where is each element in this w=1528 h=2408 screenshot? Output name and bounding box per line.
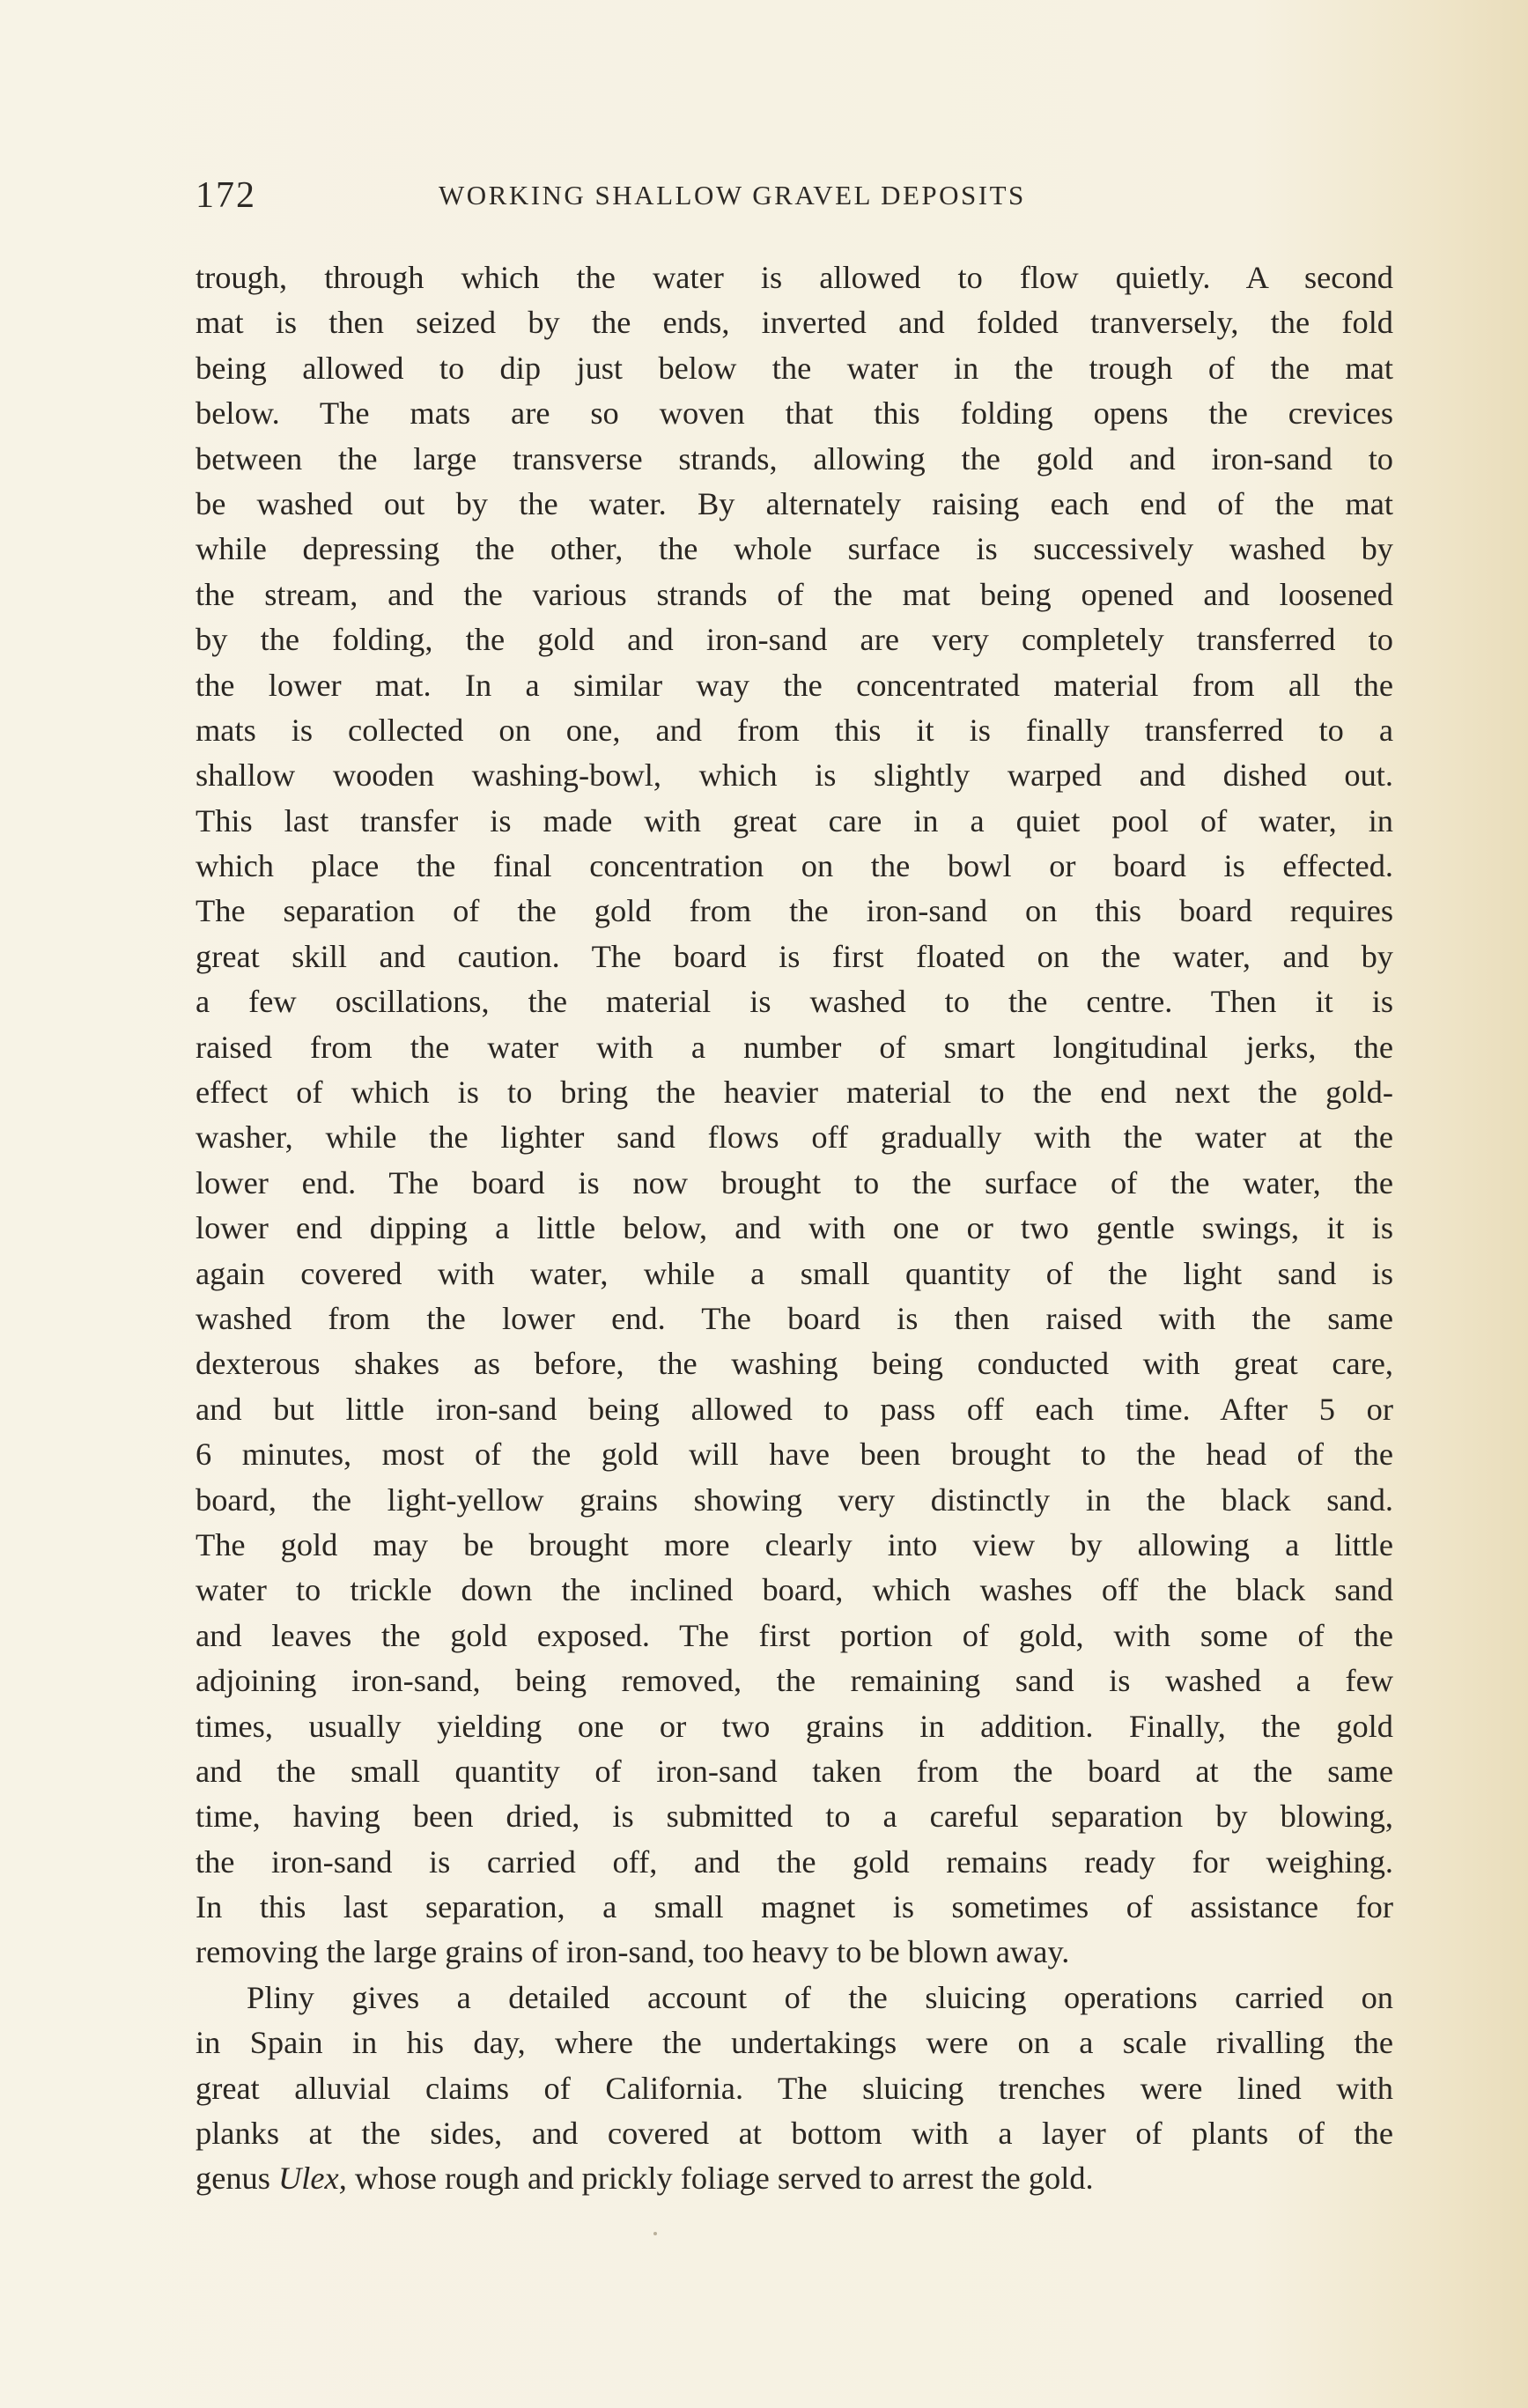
text-run: genus [196, 2161, 278, 2197]
text-line: by the folding, the gold and iron-sand are very completely transferred to [196, 622, 1393, 658]
text-line: planks at the sides, and covered at bottom with a layer of plants of the [196, 2116, 1393, 2152]
text-line: be washed out by the water. By alternately raising each end of the mat [196, 485, 1393, 521]
text-line: lower end. The board is now brought to the surface of the water, the [196, 1164, 1393, 1200]
text-line: again covered with water, while a small quantity of the light sand is [196, 1255, 1393, 1291]
text-line: times, usually yielding one or two grains in addition. Finally, the gold [196, 1708, 1393, 1744]
text-line: while depressing the other, the whole surface is successively washed by [196, 531, 1393, 567]
text-line: the lower mat. In a similar way the concentrated material from all the [196, 667, 1393, 703]
paragraph-2 [196, 1976, 1393, 2202]
text-line: a few oscillations, the material is washed to the centre. Then it is [196, 984, 1393, 1020]
text-line: The separation of the gold from the iron-sand on this board requires [196, 893, 1393, 929]
text-line: and leaves the gold exposed. The first portion of gold, with some of the [196, 1617, 1393, 1653]
text-line: and the small quantity of iron-sand taken from the board at the same [196, 1753, 1393, 1789]
text-line: and but little iron-sand being allowed to pass off each time. After 5 or [196, 1391, 1393, 1427]
text-line: effect of which is to bring the heavier material to the end next the gold- [196, 1075, 1393, 1111]
italic-genus-name: Ulex, [278, 2161, 347, 2197]
paragraph-1 [196, 255, 1393, 1976]
text-line: Pliny gives a detailed account of the sluicing operations carried on [247, 1979, 1393, 2015]
text-line: trough, through which the water is allowed to flow quietly. A second [196, 260, 1393, 295]
page-number: 172 [196, 175, 256, 216]
text-line: below. The mats are so woven that this folding opens the crevices [196, 395, 1393, 432]
text-line: great skill and caution. The board is first floated on the water, and by [196, 938, 1393, 974]
paper-speck [653, 2232, 657, 2235]
text-line: raised from the water with a number of smart longitudinal jerks, the [196, 1029, 1393, 1065]
text-line: time, having been dried, is submitted to a careful separation by blowing, [196, 1799, 1393, 1835]
text-line: mat is then seized by the ends, inverted and folded tranversely, the fold [196, 305, 1393, 341]
running-head: WORKING SHALLOW GRAVEL DEPOSITS [439, 180, 1026, 211]
text-line-last [196, 2156, 1393, 2201]
text-line: washer, while the lighter sand flows off gradually with the water at the [196, 1119, 1393, 1156]
text-line: lower end dipping a little below, and with one or two gentle swings, it is [196, 1210, 1393, 1246]
text-line: the stream, and the various strands of the mat being opened and loosened [196, 576, 1393, 612]
text-run: whose rough and prickly foliage served to arrest the gold. [346, 2161, 1094, 2197]
text-line: the iron-sand is carried off, and the gold remains ready for weighing. [196, 1843, 1393, 1880]
text-line: This last transfer is made with great care in a quiet pool of water, in [196, 802, 1393, 838]
text-line: 6 minutes, most of the gold will have been brought to the head of the [196, 1437, 1393, 1473]
text-line: mats is collected on one, and from this it is finally transferred to a [196, 712, 1393, 748]
text-line: washed from the lower end. The board is then raised with the same [196, 1300, 1393, 1336]
text-line: board, the light-yellow grains showing very distinctly in the black sand. [196, 1481, 1393, 1518]
text-line: adjoining iron-sand, being removed, the remaining sand is washed a few [196, 1663, 1393, 1699]
text-line: being allowed to dip just below the water in the trough of the mat [196, 350, 1393, 386]
page-header [196, 174, 1393, 227]
text-line: water to trickle down the inclined board, which washes off the black sand [196, 1572, 1393, 1608]
text-line: removing the large grains of iron-sand, too heavy to be blown away. [196, 1934, 1070, 1970]
text-line: The gold may be brought more clearly into view by allowing a little [196, 1526, 1393, 1562]
text-line: shallow wooden washing-bowl, which is slightly warped and dished out. [196, 757, 1393, 794]
text-line: dexterous shakes as before, the washing being conducted with great care, [196, 1346, 1393, 1382]
text-line: which place the final concentration on the bowl or board is effected. [196, 848, 1393, 884]
text-line: between the large transverse strands, allowing the gold and iron-sand to [196, 440, 1393, 476]
text-line: In this last separation, a small magnet is sometimes of assistance for [196, 1889, 1393, 1925]
body-text [196, 255, 1393, 2202]
text-line: in Spain in his day, where the undertakings were on a scale rivalling the [196, 2025, 1393, 2061]
text-line: great alluvial claims of California. The sluicing trenches were lined with [196, 2070, 1393, 2106]
